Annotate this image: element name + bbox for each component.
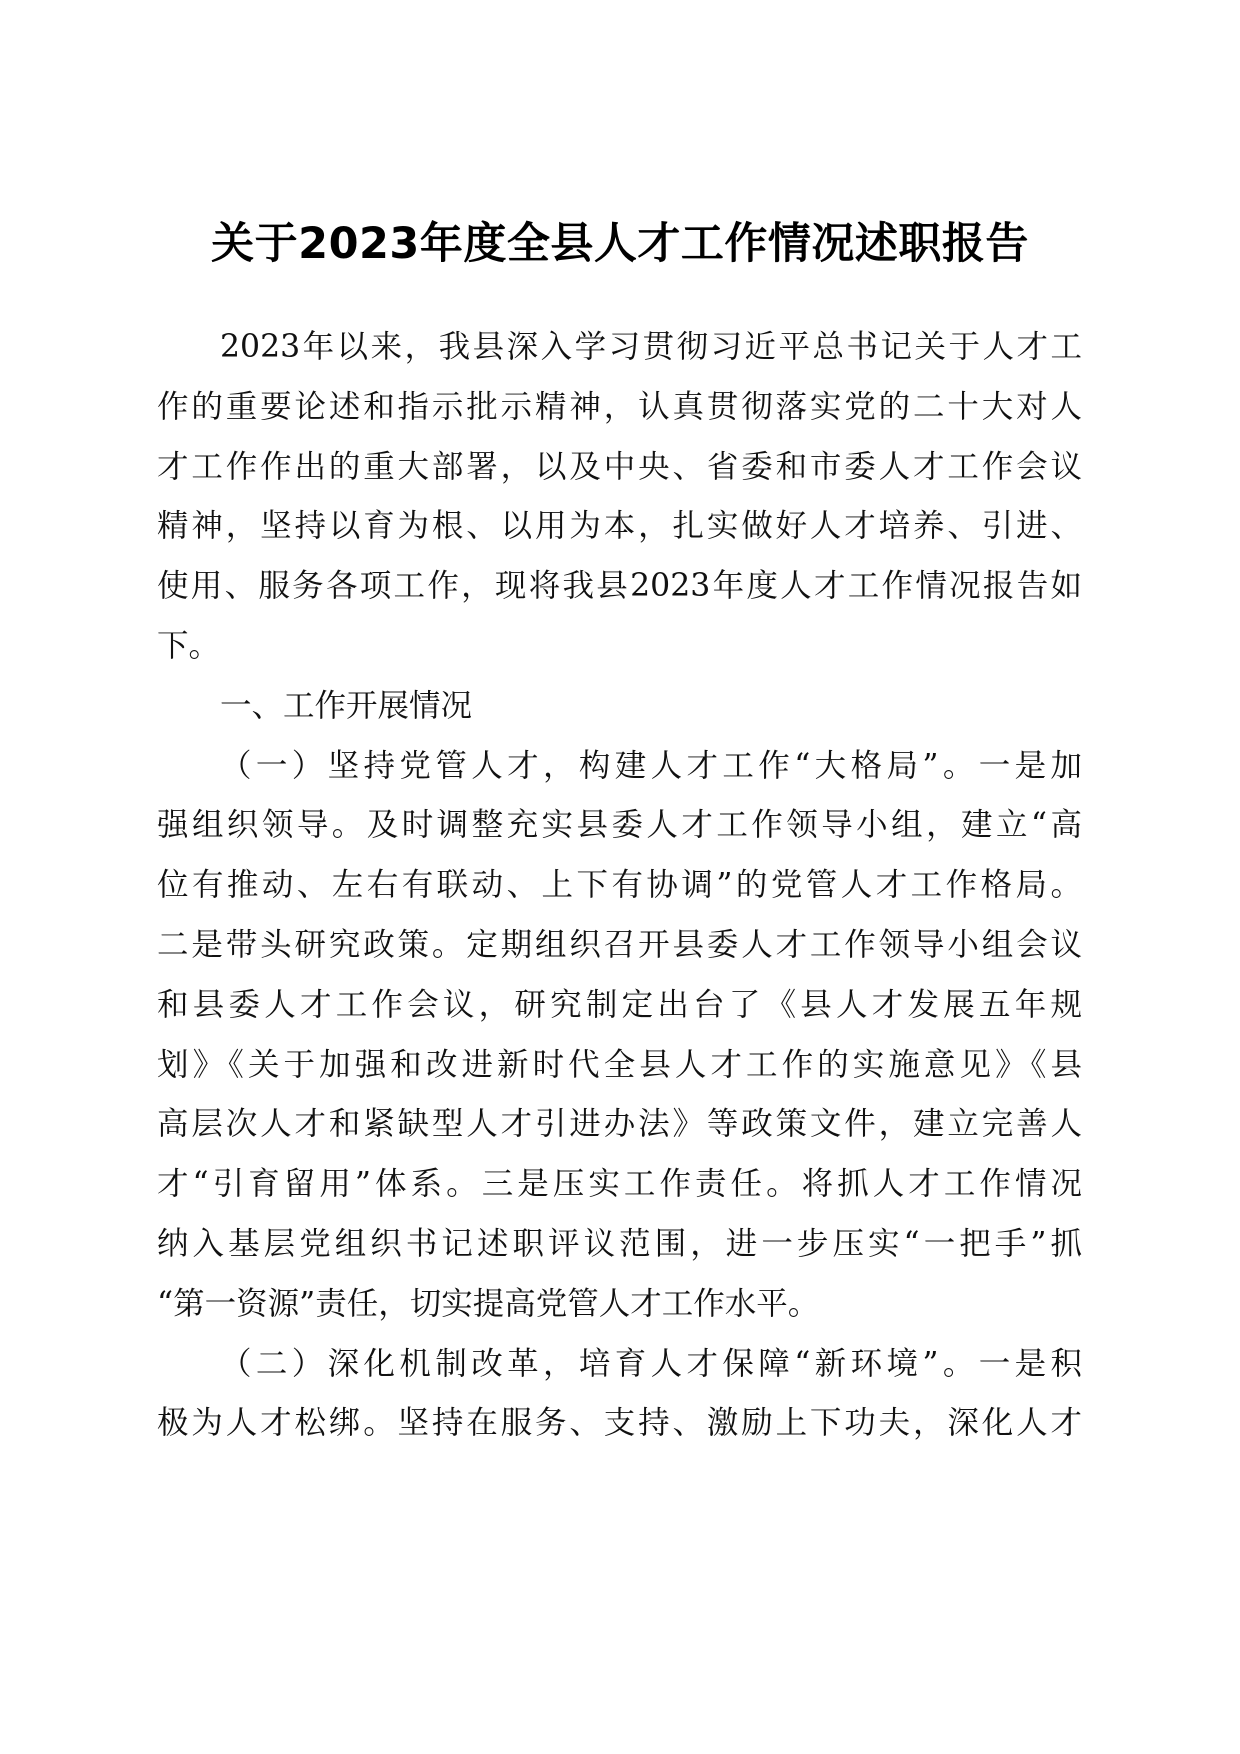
text-line: 2023年以来，我县深入学习贯彻习近平总书记关于人才工 bbox=[220, 329, 1082, 365]
paragraph-intro bbox=[157, 318, 1082, 677]
text-line: 强组织领导。及时调整充实县委人才工作领导小组，建立“高 bbox=[157, 807, 1082, 844]
text-line: 二是带头研究政策。定期组织召开县委人才工作领导小组会议 bbox=[157, 926, 1082, 963]
text-line: “第一资源”责任，切实提高党管人才工作水平。 bbox=[157, 1285, 820, 1322]
document-title: 关于2023年度全县人才工作情况述职报告 bbox=[211, 219, 1029, 269]
text-line: 下。 bbox=[157, 627, 221, 664]
section-heading bbox=[157, 677, 1082, 737]
paragraph-subsection-2 bbox=[157, 1335, 1082, 1455]
document-body bbox=[157, 318, 1082, 1454]
text-line: 才工作作出的重大部署，以及中央、省委和市委人才工作会议 bbox=[157, 448, 1082, 485]
text-line: 划》《关于加强和改进新时代全县人才工作的实施意见》《县 bbox=[157, 1046, 1082, 1083]
heading-line: 一、工作开展情况 bbox=[220, 687, 473, 724]
text-line: （二）深化机制改革，培育人才保障“新环境”。一是积 bbox=[220, 1345, 1082, 1382]
text-line: 位有推动、左右有联动、上下有协调”的党管人才工作格局。 bbox=[157, 867, 1082, 904]
text-line: 才“引育留用”体系。三是压实工作责任。将抓人才工作情况 bbox=[157, 1166, 1082, 1203]
paragraph-subsection-1 bbox=[157, 737, 1082, 1335]
text-line: 精神，坚持以育为根、以用为本，扎实做好人才培养、引进、 bbox=[157, 508, 1082, 545]
text-line: 极为人才松绑。坚持在服务、支持、激励上下功夫，深化人才 bbox=[157, 1405, 1082, 1442]
text-line: 作的重要论述和指示批示精神，认真贯彻落实党的二十大对人 bbox=[157, 388, 1082, 425]
text-line: 使用、服务各项工作，现将我县2023年度人才工作情况报告如 bbox=[157, 568, 1082, 605]
text-line: 和县委人才工作会议，研究制定出台了《县人才发展五年规 bbox=[157, 986, 1082, 1023]
text-line: （一）坚持党管人才，构建人才工作“大格局”。一是加 bbox=[220, 747, 1082, 784]
text-line: 高层次人才和紧缺型人才引进办法》等政策文件，建立完善人 bbox=[157, 1106, 1082, 1143]
text-line: 纳入基层党组织书记述职评议范围，进一步压实“一把手”抓 bbox=[157, 1225, 1082, 1262]
